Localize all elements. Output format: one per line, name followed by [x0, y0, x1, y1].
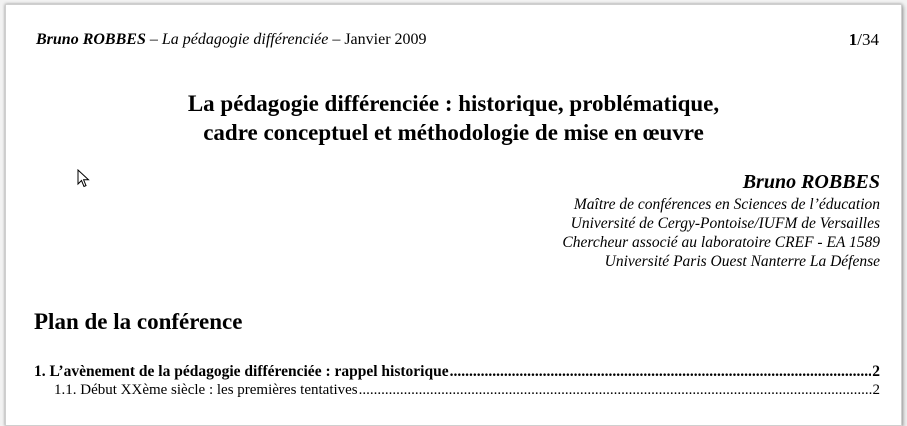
header-separator: – — [145, 31, 162, 48]
byline-affiliation: Chercheur associé au laboratoire CREF - EA 1589 — [562, 234, 880, 251]
byline-affiliation: Université de Cergy-Pontoise/IUFM de Versailles — [570, 215, 880, 232]
byline-author-name: Bruno ROBBES — [742, 171, 880, 193]
header-author: Bruno ROBBES — [36, 31, 146, 48]
document-title-line: La pédagogie différenciée : historique, problématique, — [187, 91, 720, 116]
document-title — [0, 89, 907, 147]
toc-leader-dots — [450, 362, 872, 381]
toc-leader-dots — [359, 381, 872, 400]
page-total: /34 — [857, 30, 879, 49]
toc-entry[interactable] — [34, 381, 880, 400]
toc-entry[interactable] — [34, 362, 880, 381]
table-of-contents — [34, 362, 880, 400]
header-date: Janvier 2009 — [344, 31, 427, 48]
mouse-pointer-icon — [77, 169, 91, 189]
toc-entry-page: 2 — [872, 382, 880, 398]
toc-entry-label: 1. L’avènement de la pédagogie différenciée : rappel historique — [34, 363, 449, 380]
plan-heading: Plan de la conférence — [34, 309, 243, 334]
running-header — [36, 31, 427, 49]
byline-affiliation: Maître de conférences en Sciences de l’éducation — [573, 196, 880, 213]
header-separator: – — [328, 31, 345, 48]
byline-affiliation: Université Paris Ouest Nanterre La Défense — [604, 253, 880, 270]
toc-entry-page: 2 — [872, 363, 880, 380]
page-current: 1 — [848, 30, 858, 49]
page-number — [849, 30, 879, 50]
author-byline — [562, 170, 880, 271]
toc-entry-label: 1.1. Début XXème siècle : les premières tentatives — [54, 382, 358, 398]
document-title-line: cadre conceptuel et méthodologie de mise en œuvre — [203, 120, 704, 145]
header-doc-title: La pédagogie différenciée — [161, 31, 329, 48]
